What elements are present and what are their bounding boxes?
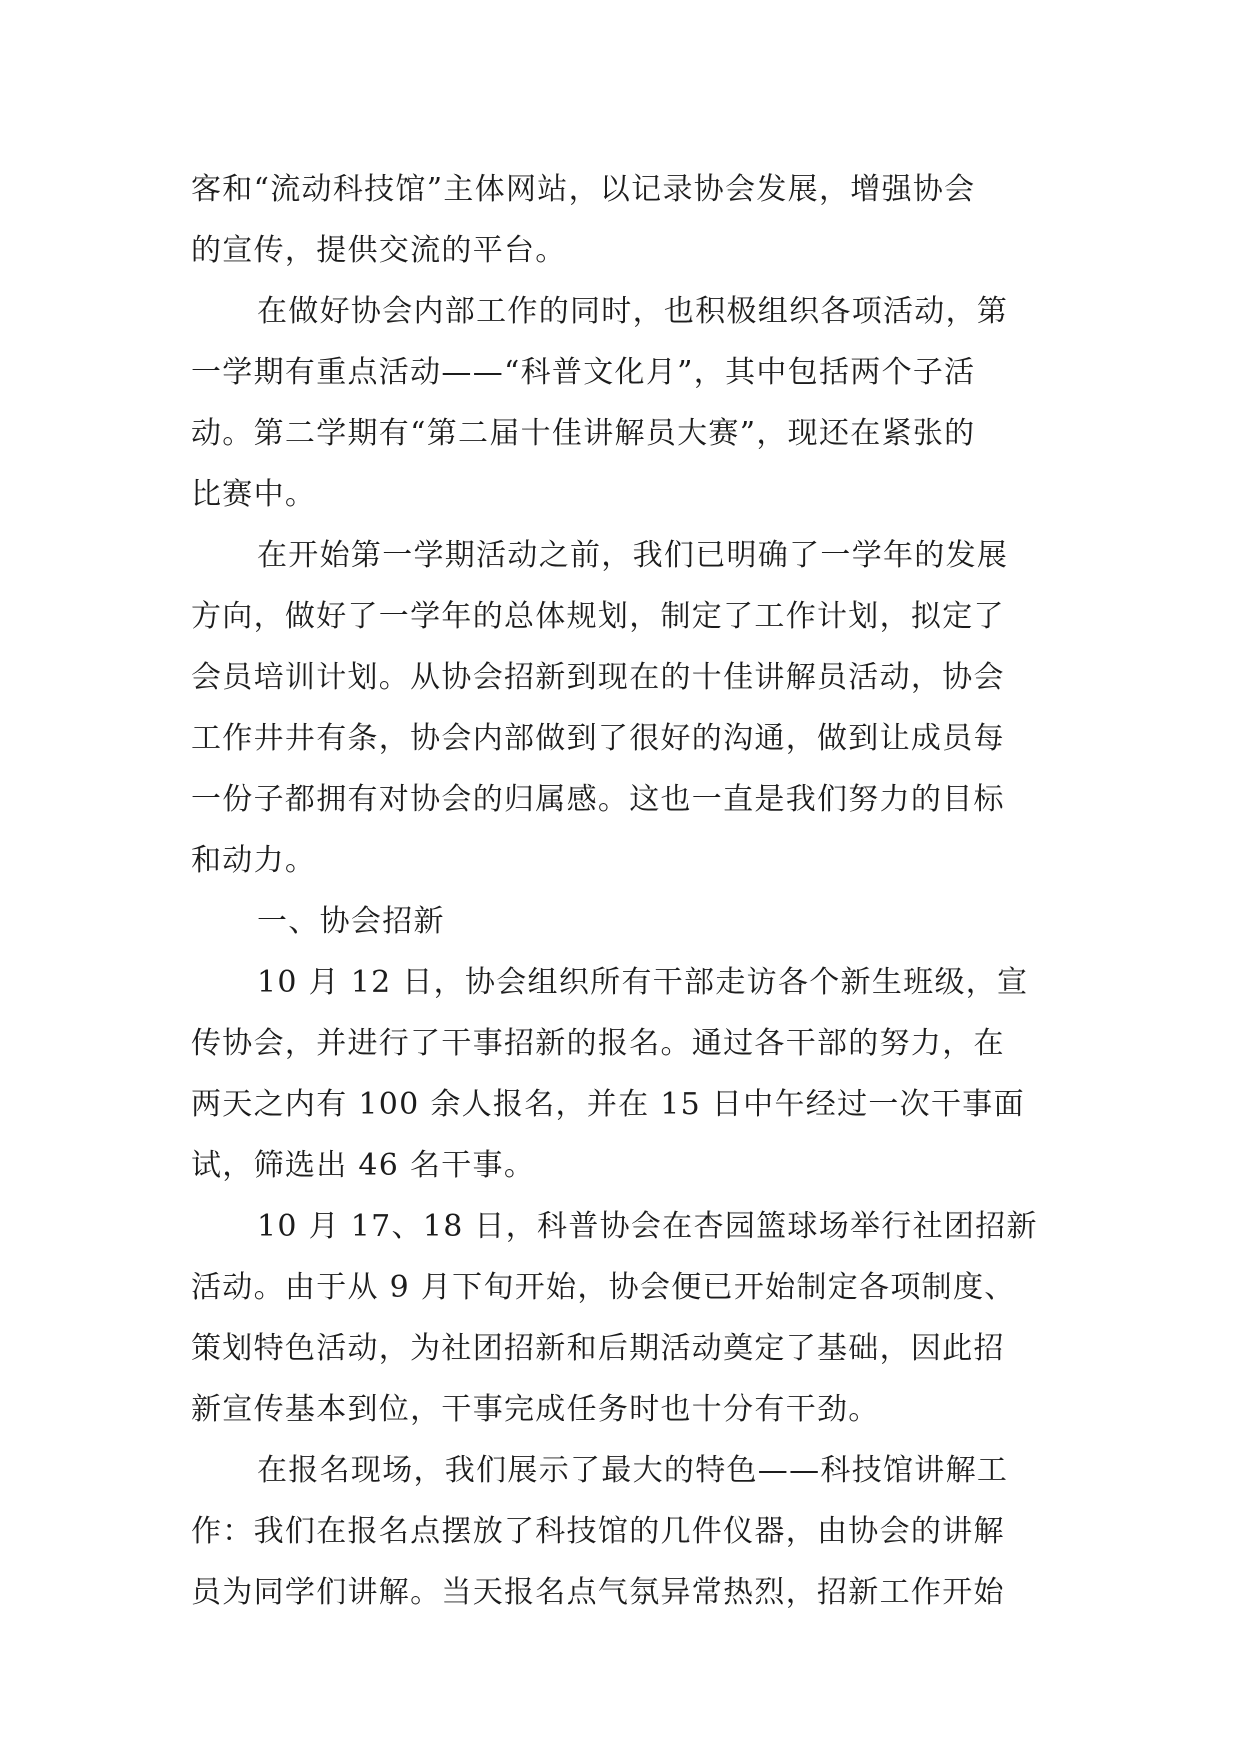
text-line: 传协会，并进行了干事招新的报名。通过各干部的努力，在 [191,1026,1005,1061]
text-line: 一学期有重点活动——“科普文化月”，其中包括两个子活 [191,355,976,390]
text-line: 客和“流动科技馆”主体网站，以记录协会发展，增强协会 [191,172,976,207]
text-line: 比赛中。 [191,477,317,512]
paragraph-first-line: 在开始第一学期活动之前，我们已明确了一学年的发展 [257,538,1009,573]
paragraph-first-line: 10 月 12 日，协会组织所有干部走访各个新生班级，宣 [257,965,1029,1000]
text-line: 两天之内有 100 余人报名，并在 15 日中午经过一次干事面 [191,1087,1025,1122]
text-line: 动。第二学期有“第二届十佳讲解员大赛”，现还在紧张的 [191,416,976,451]
text-line: 员为同学们讲解。当天报名点气氛异常热烈，招新工作开始 [191,1575,1005,1610]
paragraph-first-line: 一、协会招新 [257,904,445,939]
text-line: 工作井井有条，协会内部做到了很好的沟通，做到让成员每 [191,721,1005,756]
paragraph-first-line: 在做好协会内部工作的同时，也积极组织各项活动，第 [257,294,1009,329]
text-line: 新宣传基本到位，干事完成任务时也十分有干劲。 [191,1392,880,1427]
text-line: 作：我们在报名点摆放了科技馆的几件仪器，由协会的讲解 [191,1514,1005,1549]
text-line: 试，筛选出 46 名干事。 [191,1148,536,1183]
text-line: 和动力。 [191,843,317,878]
text-line: 活动。由于从 9 月下旬开始，协会便已开始制定各项制度、 [191,1270,1016,1305]
text-line: 策划特色活动，为社团招新和后期活动奠定了基础，因此招 [191,1331,1005,1366]
paragraph-first-line: 在报名现场，我们展示了最大的特色——科技馆讲解工 [257,1453,1009,1488]
text-line: 方向，做好了一学年的总体规划，制定了工作计划，拟定了 [191,599,1005,634]
text-line: 会员培训计划。从协会招新到现在的十佳讲解员活动，协会 [191,660,1005,695]
paragraph-first-line: 10 月 17、18 日，科普协会在杏园篮球场举行社团招新 [257,1209,1038,1244]
text-line: 的宣传，提供交流的平台。 [191,233,567,268]
document-body [191,159,1051,1623]
text-line: 一份子都拥有对协会的归属感。这也一直是我们努力的目标 [191,782,1005,817]
